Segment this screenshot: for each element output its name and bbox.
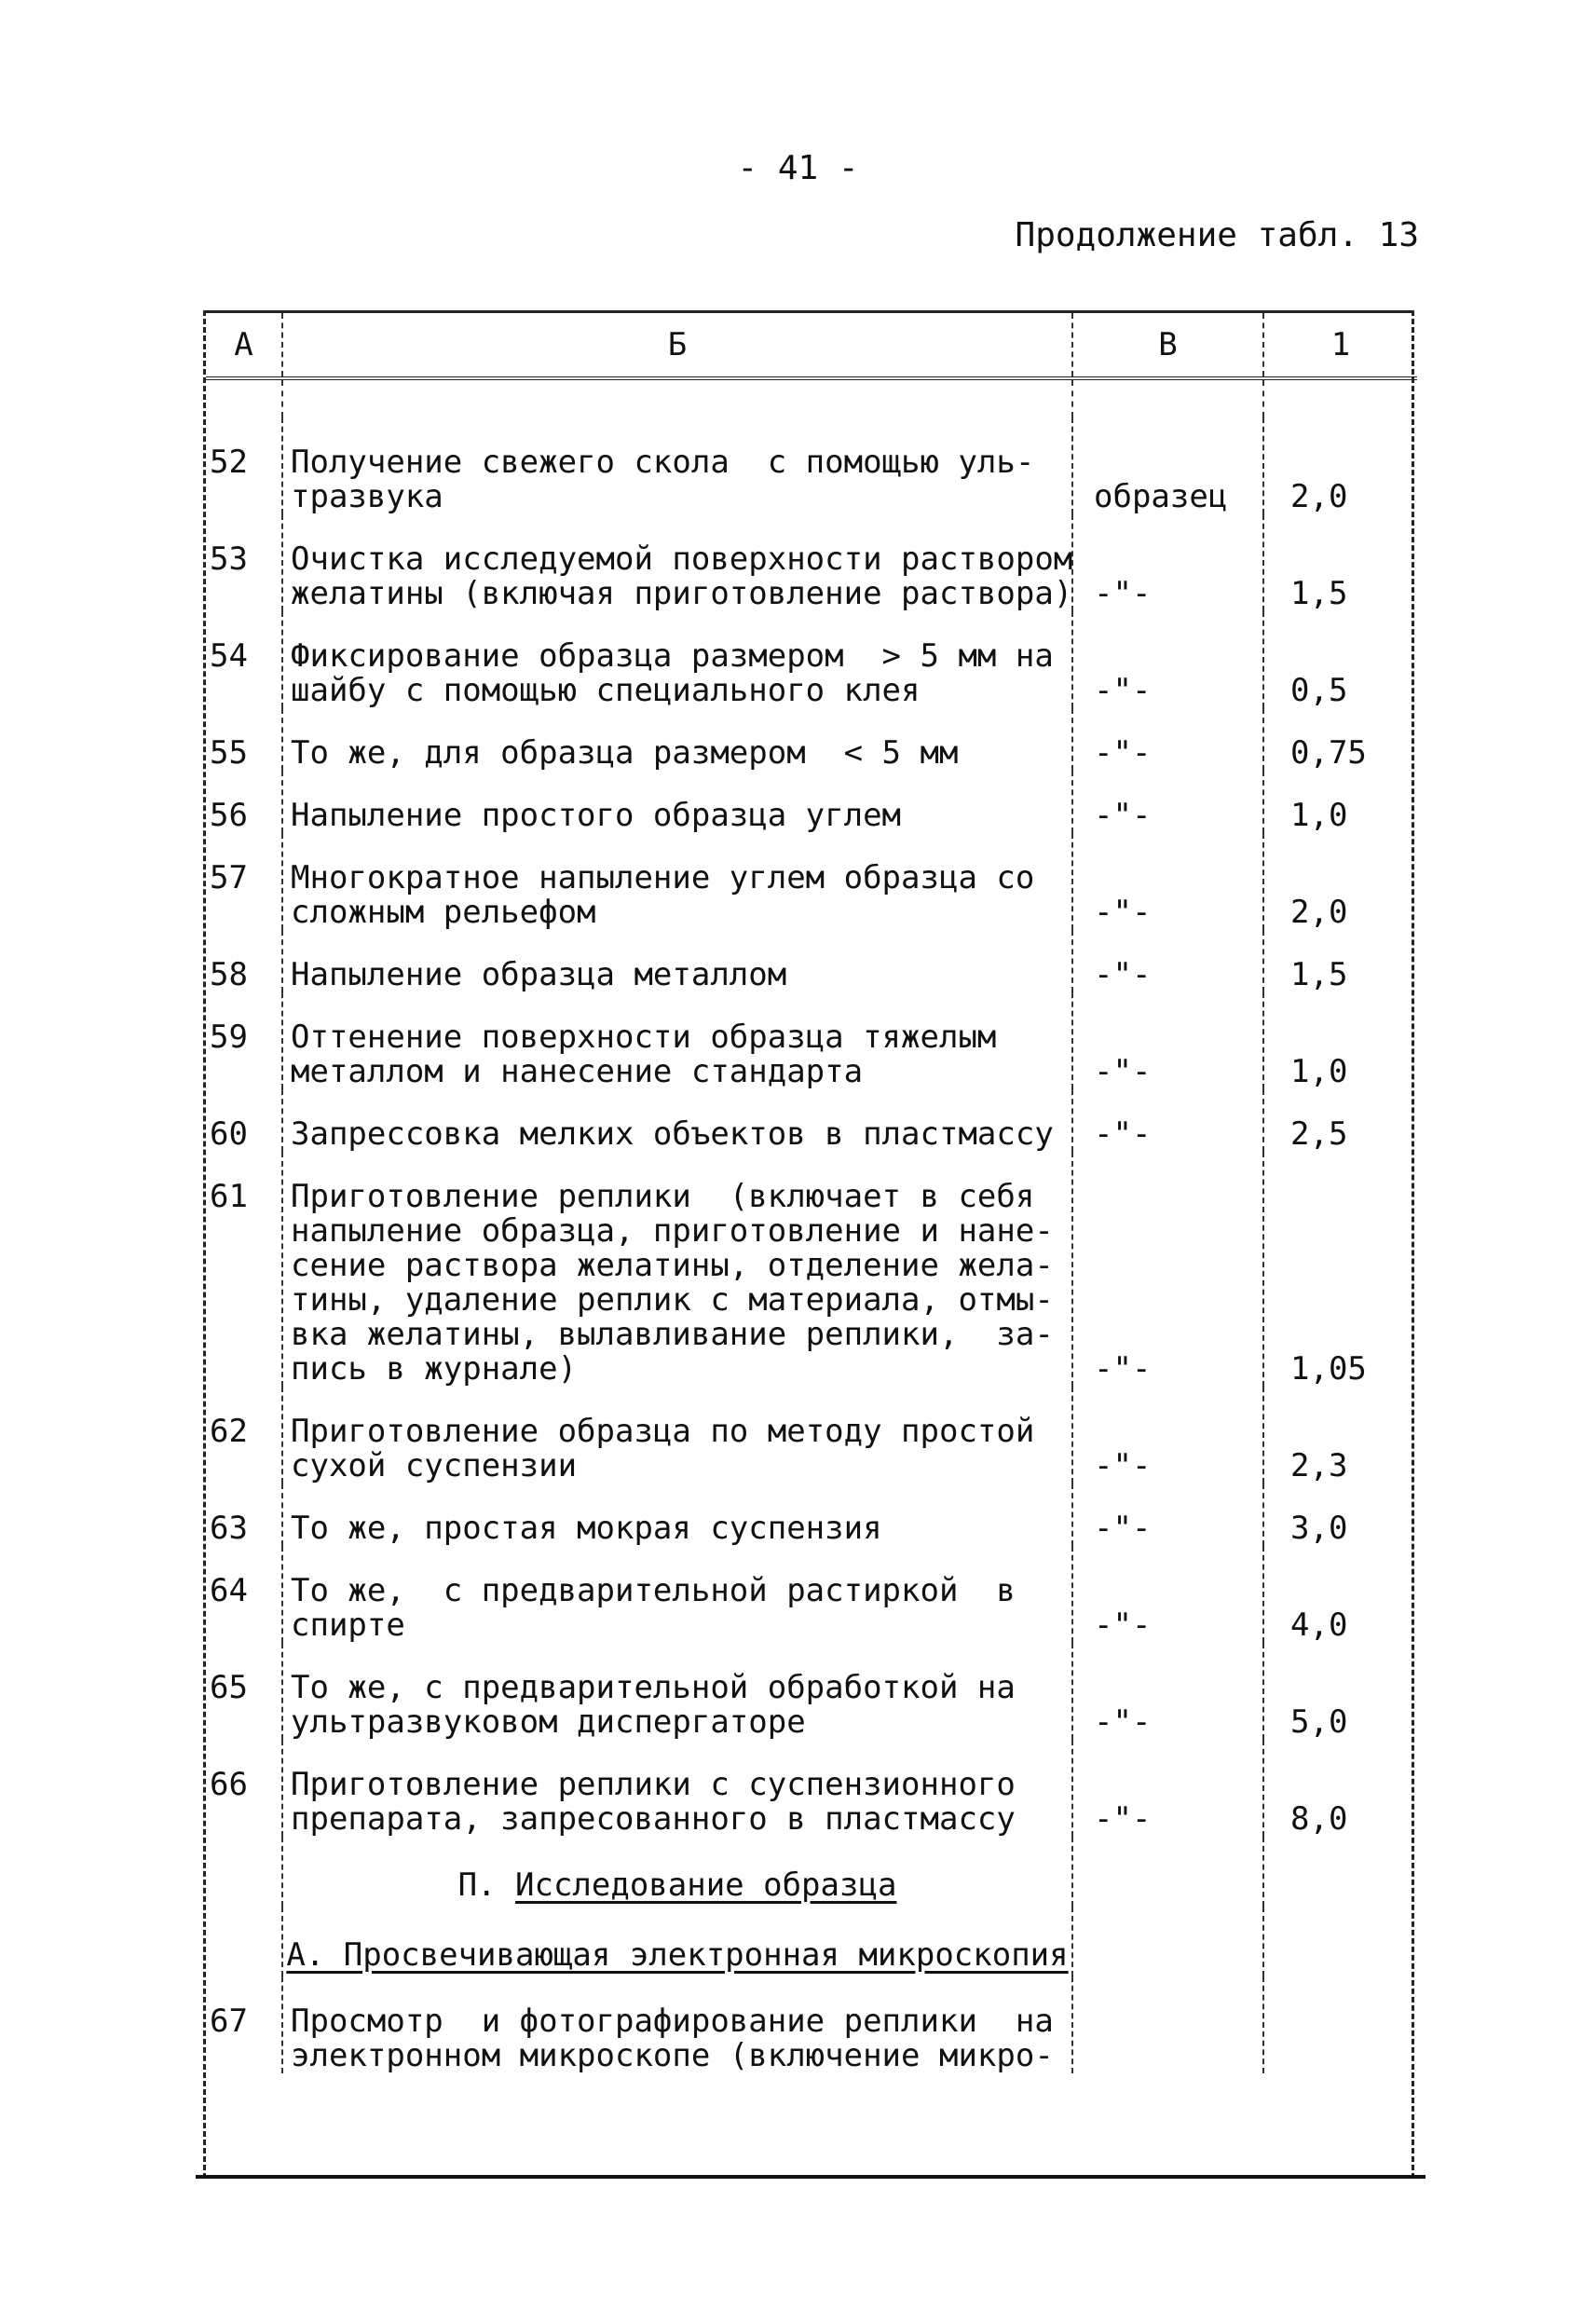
row-unit: -"-	[1072, 1387, 1263, 1484]
table-row	[206, 611, 1417, 708]
row-description: Очистка исследуемой поверхности раствором желатины (включая приготовление раствора)	[282, 514, 1072, 611]
section-empty-1	[1263, 1837, 1417, 1907]
row-value: 0,75	[1263, 708, 1417, 771]
row-number: 58	[210, 956, 248, 993]
row-description: То же, для образца размером < 5 мм	[282, 708, 1072, 771]
row-number: 63	[210, 1510, 248, 1547]
row-unit: -"-	[1072, 1089, 1263, 1152]
row-description: Приготовление образца по методу простой сухой суспензии	[282, 1387, 1072, 1484]
header-col-b: Б	[282, 313, 1072, 378]
spacer-row	[206, 378, 1417, 417]
row-description: Оттенение поверхности образца тяжелым металлом и нанесение стандарта	[282, 992, 1072, 1089]
table-row	[206, 1152, 1417, 1387]
row-unit: образец	[1072, 417, 1263, 514]
row-value: 2,0	[1263, 833, 1417, 930]
bottom-rule	[196, 2175, 1425, 2179]
row-number: 65	[210, 1669, 248, 1706]
table-row	[206, 1089, 1417, 1152]
table-row-partial	[206, 1976, 1417, 2073]
row-number: 55	[210, 734, 248, 772]
row-unit: -"-	[1072, 708, 1263, 771]
row-number: 52	[210, 444, 248, 481]
header-col-1: 1	[1263, 313, 1417, 378]
table-row	[206, 771, 1417, 833]
row-description: То же, простая мокрая суспензия	[282, 1484, 1072, 1546]
row-unit: -"-	[1072, 514, 1263, 611]
row-number: 56	[210, 797, 248, 834]
row-unit: -"-	[1072, 1546, 1263, 1643]
row-value: 3,0	[1263, 1484, 1417, 1546]
norms-table	[203, 310, 1414, 2179]
row-number: 59	[210, 1019, 248, 1056]
section-title: Исследование образца	[515, 1867, 897, 1904]
subsection-empty-1	[1263, 1907, 1417, 1976]
row-number: 53	[210, 540, 248, 578]
row-value: 2,0	[1263, 417, 1417, 514]
row-value: 0,5	[1263, 611, 1417, 708]
page-number: - 41 -	[737, 149, 859, 187]
row-number: 64	[210, 1572, 248, 1609]
row-unit	[1072, 1976, 1263, 2073]
subsection-empty-a	[206, 1907, 282, 1976]
row-unit: -"-	[1072, 771, 1263, 833]
row-value: 2,5	[1263, 1089, 1417, 1152]
row-description: Напыление простого образца углем	[282, 771, 1072, 833]
subsection-title: А. Просвечивающая электронная микроскопия	[286, 1936, 1069, 1974]
row-description: Напыление образца металлом	[282, 930, 1072, 992]
row-number: 66	[210, 1766, 248, 1803]
row-number: 57	[210, 859, 248, 896]
row-value: 1,0	[1263, 771, 1417, 833]
table-row	[206, 1643, 1417, 1740]
row-value: 2,3	[1263, 1387, 1417, 1484]
table-header-row	[206, 313, 1417, 378]
row-number: 62	[210, 1413, 248, 1450]
row-number: 61	[210, 1178, 248, 1215]
row-value: 1,5	[1263, 514, 1417, 611]
row-unit: -"-	[1072, 1484, 1263, 1546]
row-value: 8,0	[1263, 1740, 1417, 1837]
row-unit: -"-	[1072, 1643, 1263, 1740]
row-description: То же, с предварительной растиркой в спирте	[282, 1546, 1072, 1643]
section-prefix: П.	[457, 1867, 497, 1904]
subsection-heading-row	[206, 1907, 1417, 1976]
row-description: Запрессовка мелких объектов в пластмассу	[282, 1089, 1072, 1152]
table-row	[206, 833, 1417, 930]
table-row	[206, 417, 1417, 514]
row-description: Приготовление реплики (включает в себя напыление образца, приготовление и нане- сение раствора желатины, отделение жела- тины, удаление реплик с материала, отмы- вка желатины, вылавливание реплики, за- пись в журнале)	[282, 1152, 1072, 1387]
row-description: Получение свежего скола с помощью уль- тразвука	[282, 417, 1072, 514]
table-row	[206, 708, 1417, 771]
row-unit: -"-	[1072, 1740, 1263, 1837]
row-value: 1,0	[1263, 992, 1417, 1089]
table-row	[206, 1484, 1417, 1546]
section-empty-v	[1072, 1837, 1263, 1907]
table-continuation-label: Продолжение табл. 13	[1015, 216, 1419, 254]
row-unit: -"-	[1072, 930, 1263, 992]
row-number: 60	[210, 1115, 248, 1153]
row-value: 5,0	[1263, 1643, 1417, 1740]
table-row	[206, 514, 1417, 611]
header-col-v: В	[1072, 313, 1263, 378]
table-row	[206, 1546, 1417, 1643]
header-col-a: А	[206, 313, 282, 378]
row-value: 4,0	[1263, 1546, 1417, 1643]
row-number: 54	[210, 637, 248, 675]
row-unit: -"-	[1072, 1152, 1263, 1387]
table-row	[206, 930, 1417, 992]
row-unit: -"-	[1072, 611, 1263, 708]
row-description: Приготовление реплики с суспензионного препарата, запресованного в пластмассу	[282, 1740, 1072, 1837]
row-unit: -"-	[1072, 992, 1263, 1089]
subsection-empty-v	[1072, 1907, 1263, 1976]
row-description: То же, с предварительной обработкой на ультразвуковом диспергаторе	[282, 1643, 1072, 1740]
row-unit: -"-	[1072, 833, 1263, 930]
row-value	[1263, 1976, 1417, 2073]
table-row	[206, 1387, 1417, 1484]
row-description: Фиксирование образца размером > 5 мм на шайбу с помощью специального клея	[282, 611, 1072, 708]
table-body	[206, 378, 1417, 2073]
row-description: Просмотр и фотографирование реплики на электронном микроскопе (включение микро-	[282, 1976, 1072, 2073]
row-value: 1,05	[1263, 1152, 1417, 1387]
row-value: 1,5	[1263, 930, 1417, 992]
row-description: Многократное напыление углем образца со сложным рельефом	[282, 833, 1072, 930]
norms-table-grid	[206, 313, 1417, 2073]
section-heading-row	[206, 1837, 1417, 1907]
section-empty-a	[206, 1837, 282, 1907]
section-heading	[282, 1837, 1072, 1907]
table-row	[206, 992, 1417, 1089]
table-row	[206, 1740, 1417, 1837]
subsection-heading	[282, 1907, 1072, 1976]
row-number: 67	[210, 2003, 248, 2040]
